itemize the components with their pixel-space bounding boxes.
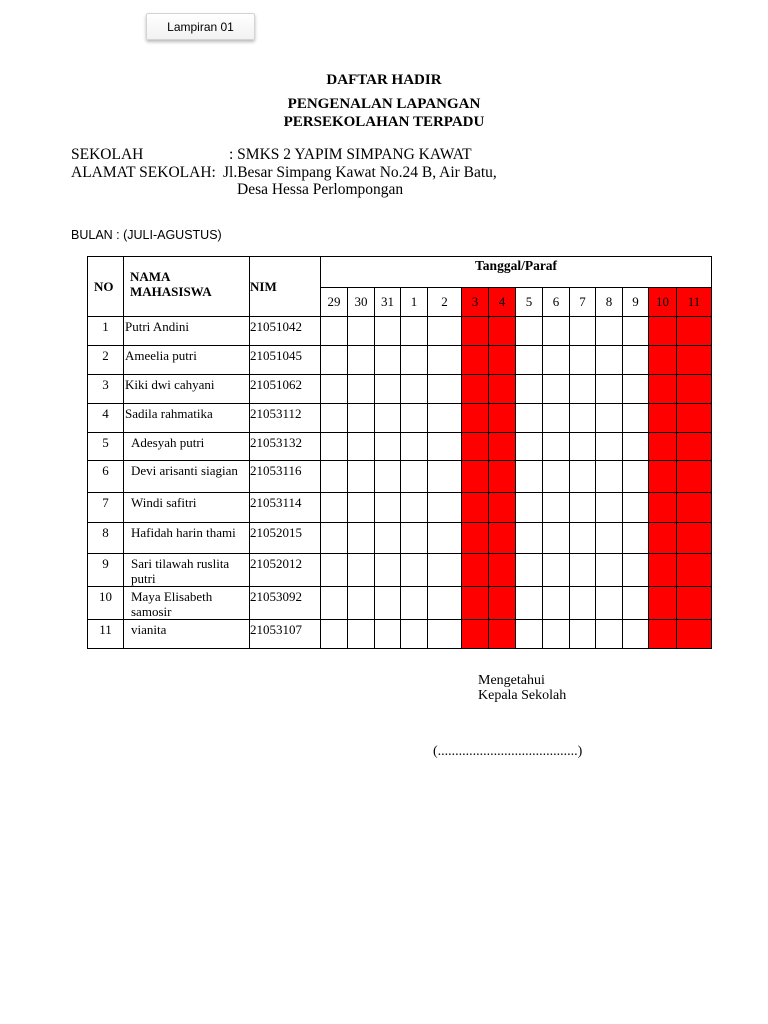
paraf-cell[interactable] <box>649 461 677 493</box>
lampiran-badge: Lampiran 01 <box>146 13 255 40</box>
paraf-cell[interactable] <box>543 461 570 493</box>
table-row <box>88 554 712 587</box>
row-nama: Hafidah harin thami <box>124 523 250 554</box>
row-no: 1 <box>88 317 124 346</box>
paraf-cell[interactable] <box>649 404 677 433</box>
paraf-cell[interactable] <box>570 523 596 554</box>
paraf-cell[interactable] <box>428 554 462 587</box>
paraf-cell[interactable] <box>375 317 401 346</box>
paraf-cell[interactable] <box>462 317 489 346</box>
paraf-cell[interactable] <box>489 554 516 587</box>
paraf-cell[interactable] <box>348 461 375 493</box>
paraf-cell[interactable] <box>543 587 570 620</box>
paraf-cell[interactable] <box>649 523 677 554</box>
alamat-line1: Jl.Besar Simpang Kawat No.24 B, Air Batu, <box>223 164 497 181</box>
paraf-cell[interactable] <box>428 346 462 375</box>
paraf-cell[interactable] <box>649 587 677 620</box>
paraf-cell[interactable] <box>428 317 462 346</box>
paraf-cell[interactable] <box>516 346 543 375</box>
paraf-cell[interactable] <box>321 317 348 346</box>
signature-blank-line: (........................................) <box>433 744 583 759</box>
paraf-cell[interactable] <box>623 346 649 375</box>
paraf-cell[interactable] <box>677 375 712 404</box>
paraf-cell[interactable] <box>321 404 348 433</box>
paraf-cell[interactable] <box>321 375 348 404</box>
row-no: 3 <box>88 375 124 404</box>
date-header-0: 29 <box>321 288 348 317</box>
paraf-cell[interactable] <box>348 375 375 404</box>
paraf-cell[interactable] <box>401 404 428 433</box>
paraf-cell[interactable] <box>516 523 543 554</box>
paraf-cell[interactable] <box>401 375 428 404</box>
sekolah-value: : SMKS 2 YAPIM SIMPANG KAWAT <box>229 146 472 163</box>
paraf-cell[interactable] <box>570 554 596 587</box>
paraf-cell[interactable] <box>516 461 543 493</box>
paraf-cell[interactable] <box>375 346 401 375</box>
paraf-cell[interactable] <box>375 554 401 587</box>
paraf-cell[interactable] <box>462 587 489 620</box>
table-row <box>88 461 712 493</box>
paraf-cell[interactable] <box>489 317 516 346</box>
paraf-cell[interactable] <box>649 493 677 523</box>
row-nim: 21051062 <box>250 375 321 404</box>
paraf-cell[interactable] <box>596 461 623 493</box>
paraf-cell[interactable] <box>462 404 489 433</box>
row-nim: 21052012 <box>250 554 321 587</box>
paraf-cell[interactable] <box>570 346 596 375</box>
paraf-cell[interactable] <box>623 317 649 346</box>
paraf-cell[interactable] <box>596 433 623 461</box>
paraf-cell[interactable] <box>321 461 348 493</box>
paraf-cell[interactable] <box>596 554 623 587</box>
table-row <box>88 346 712 375</box>
paraf-cell[interactable] <box>489 461 516 493</box>
bulan-label: BULAN : (JULI-AGUSTUS) <box>71 228 222 242</box>
row-no: 7 <box>88 493 124 523</box>
alamat-label: ALAMAT SEKOLAH: <box>71 164 216 181</box>
paraf-cell[interactable] <box>570 493 596 523</box>
paraf-cell[interactable] <box>516 620 543 649</box>
paraf-cell[interactable] <box>462 433 489 461</box>
date-header-9: 7 <box>570 288 596 317</box>
paraf-cell[interactable] <box>401 493 428 523</box>
paraf-cell[interactable] <box>677 461 712 493</box>
row-nama: Adesyah putri <box>124 433 250 461</box>
row-nim: 21053092 <box>250 587 321 620</box>
paraf-cell[interactable] <box>375 404 401 433</box>
paraf-cell[interactable] <box>623 404 649 433</box>
paraf-cell[interactable] <box>516 375 543 404</box>
paraf-cell[interactable] <box>596 404 623 433</box>
paraf-cell[interactable] <box>321 493 348 523</box>
paraf-cell[interactable] <box>623 375 649 404</box>
paraf-cell[interactable] <box>348 404 375 433</box>
row-nama: Sadila rahmatika <box>124 404 250 433</box>
row-nim: 21053116 <box>250 461 321 493</box>
paraf-cell[interactable] <box>462 375 489 404</box>
attendance-body <box>88 317 712 649</box>
paraf-cell[interactable] <box>428 523 462 554</box>
paraf-cell[interactable] <box>348 587 375 620</box>
row-no: 2 <box>88 346 124 375</box>
paraf-cell[interactable] <box>543 317 570 346</box>
paraf-cell[interactable] <box>596 620 623 649</box>
paraf-cell[interactable] <box>375 620 401 649</box>
paraf-cell[interactable] <box>462 493 489 523</box>
paraf-cell[interactable] <box>375 433 401 461</box>
header-tanggal-paraf: Tanggal/Paraf <box>321 257 712 288</box>
date-header-1: 30 <box>348 288 375 317</box>
paraf-cell[interactable] <box>401 346 428 375</box>
document-title: DAFTAR HADIR <box>326 72 442 88</box>
paraf-cell[interactable] <box>570 461 596 493</box>
paraf-cell[interactable] <box>375 587 401 620</box>
date-header-6: 4 <box>489 288 516 317</box>
paraf-cell[interactable] <box>596 346 623 375</box>
paraf-cell[interactable] <box>489 523 516 554</box>
paraf-cell[interactable] <box>428 493 462 523</box>
paraf-cell[interactable] <box>401 587 428 620</box>
row-nim: 21053132 <box>250 433 321 461</box>
paraf-cell[interactable] <box>462 346 489 375</box>
paraf-cell[interactable] <box>348 620 375 649</box>
paraf-cell[interactable] <box>375 375 401 404</box>
paraf-cell[interactable] <box>516 587 543 620</box>
paraf-cell[interactable] <box>348 317 375 346</box>
paraf-cell[interactable] <box>401 317 428 346</box>
table-row <box>88 404 712 433</box>
paraf-cell[interactable] <box>677 587 712 620</box>
row-no: 8 <box>88 523 124 554</box>
table-row <box>88 620 712 649</box>
paraf-cell[interactable] <box>489 433 516 461</box>
paraf-cell[interactable] <box>543 346 570 375</box>
paraf-cell[interactable] <box>596 317 623 346</box>
paraf-cell[interactable] <box>570 433 596 461</box>
header-nama-mahasiswa: NAMA MAHASISWA <box>124 257 250 317</box>
row-nim: 21053107 <box>250 620 321 649</box>
date-header-4: 2 <box>428 288 462 317</box>
date-header-11: 9 <box>623 288 649 317</box>
paraf-cell[interactable] <box>462 461 489 493</box>
paraf-cell[interactable] <box>321 346 348 375</box>
header-nim: NIM <box>250 257 321 317</box>
paraf-cell[interactable] <box>677 620 712 649</box>
paraf-cell[interactable] <box>375 523 401 554</box>
paraf-cell[interactable] <box>321 433 348 461</box>
date-header-12: 10 <box>649 288 677 317</box>
attendance-table <box>87 256 712 649</box>
paraf-cell[interactable] <box>489 587 516 620</box>
paraf-cell[interactable] <box>489 620 516 649</box>
paraf-cell[interactable] <box>516 317 543 346</box>
signature-mengetahui: Mengetahui <box>478 673 545 688</box>
paraf-cell[interactable] <box>596 523 623 554</box>
paraf-cell[interactable] <box>677 493 712 523</box>
paraf-cell[interactable] <box>375 493 401 523</box>
paraf-cell[interactable] <box>489 493 516 523</box>
paraf-cell[interactable] <box>543 433 570 461</box>
paraf-cell[interactable] <box>677 554 712 587</box>
paraf-cell[interactable] <box>348 523 375 554</box>
paraf-cell[interactable] <box>649 554 677 587</box>
table-row <box>88 375 712 404</box>
paraf-cell[interactable] <box>401 620 428 649</box>
date-header-8: 6 <box>543 288 570 317</box>
signature-kepala-sekolah: Kepala Sekolah <box>478 688 567 703</box>
paraf-cell[interactable] <box>570 404 596 433</box>
paraf-cell[interactable] <box>649 375 677 404</box>
table-row <box>88 523 712 554</box>
paraf-cell[interactable] <box>428 620 462 649</box>
paraf-cell[interactable] <box>348 554 375 587</box>
paraf-cell[interactable] <box>596 587 623 620</box>
row-nama: Maya Elisabeth samosir <box>124 587 250 620</box>
date-header-2: 31 <box>375 288 401 317</box>
date-header-7: 5 <box>516 288 543 317</box>
row-no: 5 <box>88 433 124 461</box>
paraf-cell[interactable] <box>516 433 543 461</box>
paraf-cell[interactable] <box>543 554 570 587</box>
paraf-cell[interactable] <box>428 404 462 433</box>
table-row <box>88 433 712 461</box>
paraf-cell[interactable] <box>623 587 649 620</box>
paraf-cell[interactable] <box>677 317 712 346</box>
paraf-cell[interactable] <box>462 523 489 554</box>
paraf-cell[interactable] <box>543 375 570 404</box>
row-nama: Putri Andini <box>124 317 250 346</box>
paraf-cell[interactable] <box>543 523 570 554</box>
paraf-cell[interactable] <box>543 493 570 523</box>
alamat-line2: Desa Hessa Perlompongan <box>237 181 404 198</box>
row-no: 4 <box>88 404 124 433</box>
paraf-cell[interactable] <box>570 317 596 346</box>
paraf-cell[interactable] <box>649 433 677 461</box>
paraf-cell[interactable] <box>570 375 596 404</box>
row-nim: 21051045 <box>250 346 321 375</box>
document-subtitle-line2: PERSEKOLAHAN TERPADU <box>283 114 485 130</box>
paraf-cell[interactable] <box>516 554 543 587</box>
row-nama: Kiki dwi cahyani <box>124 375 250 404</box>
table-row <box>88 317 712 346</box>
paraf-cell[interactable] <box>462 554 489 587</box>
paraf-cell[interactable] <box>428 461 462 493</box>
paraf-cell[interactable] <box>623 554 649 587</box>
date-header-3: 1 <box>401 288 428 317</box>
row-no: 10 <box>88 587 124 620</box>
row-nim: 21051042 <box>250 317 321 346</box>
paraf-cell[interactable] <box>489 375 516 404</box>
paraf-cell[interactable] <box>516 404 543 433</box>
paraf-cell[interactable] <box>570 587 596 620</box>
paraf-cell[interactable] <box>623 620 649 649</box>
paraf-cell[interactable] <box>677 433 712 461</box>
document-subtitle-line1: PENGENALAN LAPANGAN <box>287 96 481 112</box>
paraf-cell[interactable] <box>623 493 649 523</box>
row-no: 9 <box>88 554 124 587</box>
paraf-cell[interactable] <box>623 523 649 554</box>
row-no: 11 <box>88 620 124 649</box>
paraf-cell[interactable] <box>677 346 712 375</box>
paraf-cell[interactable] <box>489 346 516 375</box>
paraf-cell[interactable] <box>516 493 543 523</box>
paraf-cell[interactable] <box>321 554 348 587</box>
paraf-cell[interactable] <box>649 317 677 346</box>
paraf-cell[interactable] <box>623 433 649 461</box>
paraf-cell[interactable] <box>401 461 428 493</box>
paraf-cell[interactable] <box>348 433 375 461</box>
row-nim: 21053112 <box>250 404 321 433</box>
paraf-cell[interactable] <box>428 375 462 404</box>
date-header-13: 11 <box>677 288 712 317</box>
paraf-cell[interactable] <box>321 587 348 620</box>
row-nama: vianita <box>124 620 250 649</box>
date-header-5: 3 <box>462 288 489 317</box>
paraf-cell[interactable] <box>321 620 348 649</box>
paraf-cell[interactable] <box>428 433 462 461</box>
paraf-cell[interactable] <box>570 620 596 649</box>
row-nama: Devi arisanti siagian <box>124 461 250 493</box>
paraf-cell[interactable] <box>401 523 428 554</box>
paraf-cell[interactable] <box>596 493 623 523</box>
paraf-cell[interactable] <box>623 461 649 493</box>
row-nim: 21053114 <box>250 493 321 523</box>
paraf-cell[interactable] <box>348 346 375 375</box>
paraf-cell[interactable] <box>348 493 375 523</box>
paraf-cell[interactable] <box>543 620 570 649</box>
paraf-cell[interactable] <box>375 461 401 493</box>
table-row <box>88 587 712 620</box>
row-no: 6 <box>88 461 124 493</box>
date-header-10: 8 <box>596 288 623 317</box>
row-nama: Windi safitri <box>124 493 250 523</box>
sekolah-label: SEKOLAH <box>71 146 144 163</box>
paraf-cell[interactable] <box>649 620 677 649</box>
paraf-cell[interactable] <box>677 404 712 433</box>
row-nim: 21052015 <box>250 523 321 554</box>
paraf-cell[interactable] <box>401 433 428 461</box>
row-nama: Ameelia putri <box>124 346 250 375</box>
table-row <box>88 493 712 523</box>
paraf-cell[interactable] <box>462 620 489 649</box>
paraf-cell[interactable] <box>543 404 570 433</box>
paraf-cell[interactable] <box>489 404 516 433</box>
paraf-cell[interactable] <box>428 587 462 620</box>
row-nama: Sari tilawah ruslita putri <box>124 554 250 587</box>
paraf-cell[interactable] <box>677 523 712 554</box>
header-no: NO <box>88 257 124 317</box>
paraf-cell[interactable] <box>596 375 623 404</box>
paraf-cell[interactable] <box>321 523 348 554</box>
paraf-cell[interactable] <box>401 554 428 587</box>
paraf-cell[interactable] <box>649 346 677 375</box>
